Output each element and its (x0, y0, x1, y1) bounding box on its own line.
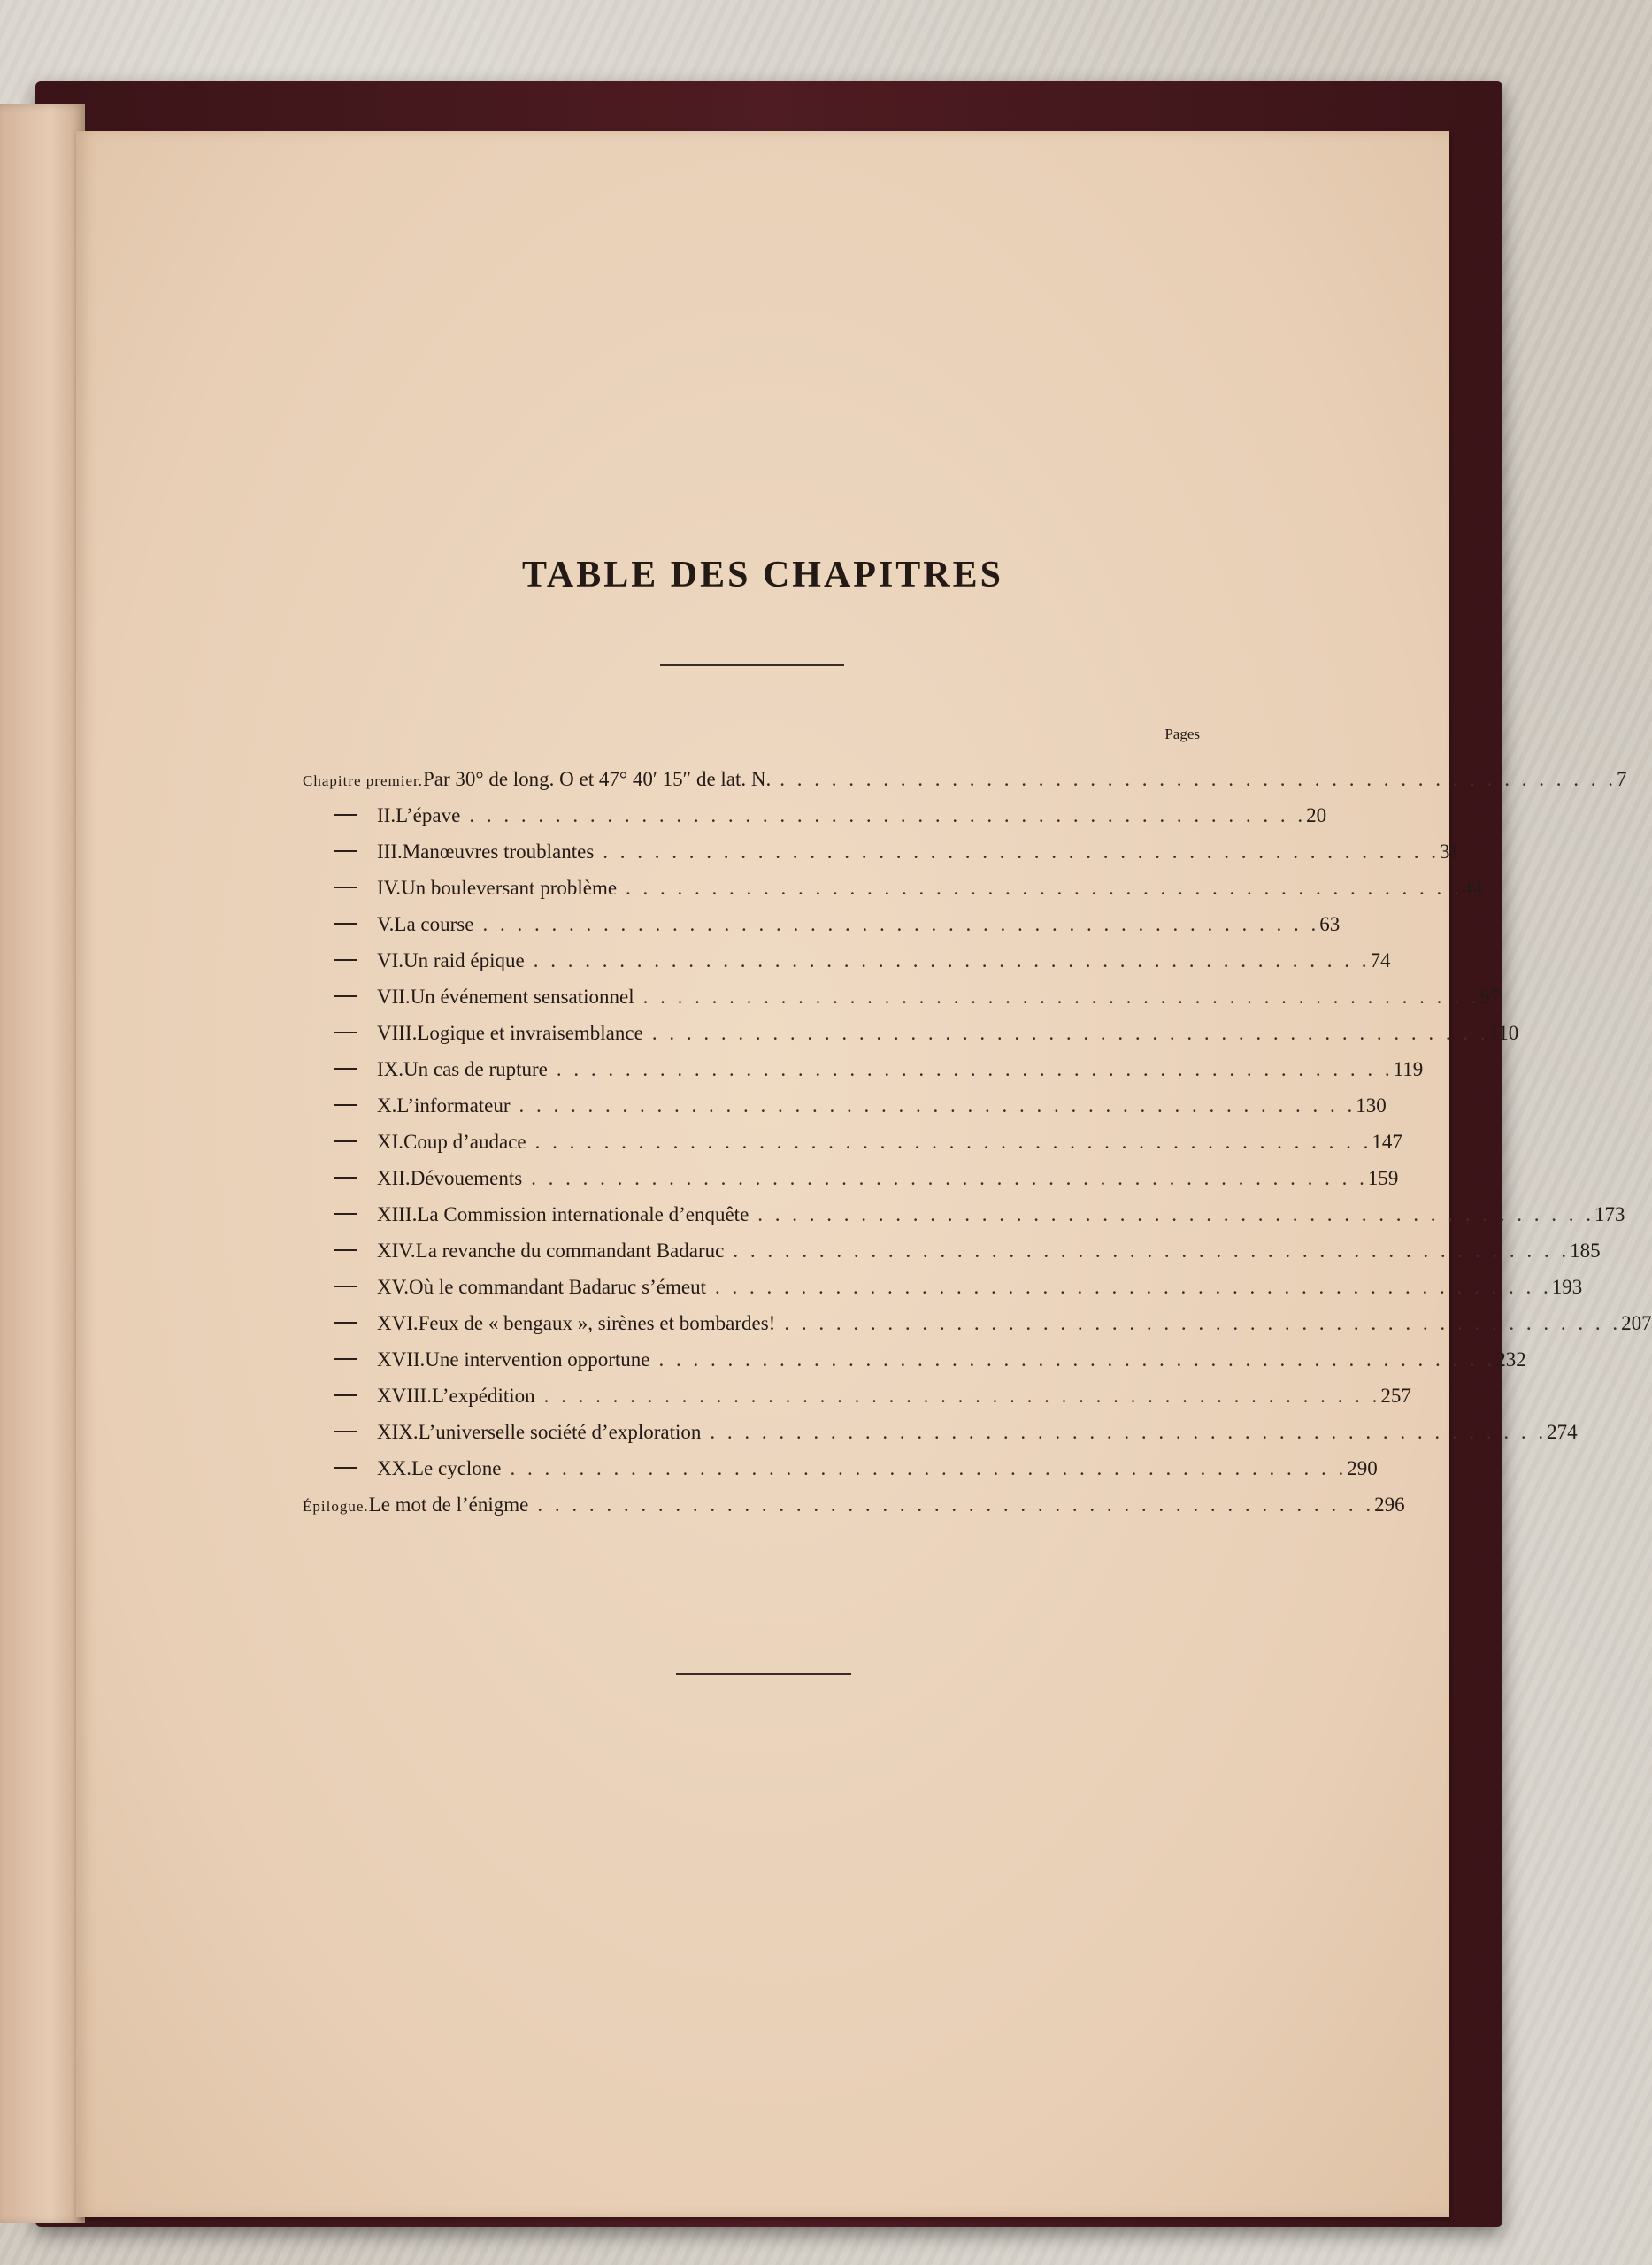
chapter-number: XII. (377, 1167, 411, 1189)
ditto-dash (334, 1032, 357, 1033)
chapter-title: Par 30° de long. O et 47° 40′ 15″ de lat. N. (422, 768, 772, 790)
chapter-title: Un événement sensationnel (410, 986, 634, 1008)
left-page-edge (0, 104, 85, 2223)
chapter-number: XI. (377, 1131, 404, 1153)
leader-dots: . . . . . . . . . . . . . . . . . . . . . . . . . . . . . . . . . . . . . . . . . . . . . . . . . (733, 1240, 1571, 1262)
toc-row (303, 1348, 1526, 1385)
leader-dots: . . . . . . . . . . . . . . . . . . . . . . . . . . . . . . . . . . . . . . . . . . . . . . . . . (784, 1312, 1622, 1334)
chapter-number: V. (377, 913, 395, 935)
toc-row (303, 1094, 1387, 1131)
leader-dots: . . . . . . . . . . . . . . . . . . . . . . . . . . . . . . . . . . . . . . . . . . . . . . . . . (658, 1348, 1496, 1371)
toc-row (303, 1131, 1402, 1167)
chapter-number: VI. (377, 949, 404, 971)
toc-row (303, 949, 1391, 986)
closing-rule (676, 1673, 851, 1675)
chapter-page: 130 (1356, 1094, 1387, 1117)
ditto-dash (334, 1431, 357, 1432)
toc-row (303, 804, 1327, 841)
ditto-dash (334, 1140, 357, 1142)
chapter-number: X. (377, 1094, 397, 1117)
toc-row (303, 1240, 1601, 1276)
leader-dots: . . . . . . . . . . . . . . . . . . . . . . . . . . . . . . . . . . . . . . . . . . . . . . . . . (714, 1276, 1552, 1298)
ditto-dash (334, 850, 357, 852)
chapter-number: XIV. (377, 1240, 416, 1262)
leader-dots: . . . . . . . . . . . . . . . . . . . . . . . . . . . . . . . . . . . . . . . . . . . . . . . . . (469, 804, 1307, 826)
chapter-title: Un cas de rupture (403, 1058, 548, 1080)
toc-row (303, 986, 1501, 1022)
chapter-number: IX. (377, 1058, 404, 1080)
chapter-title: Manœuvres troublantes (402, 841, 595, 863)
ditto-dash (334, 1286, 357, 1287)
chapter-title: L’expédition (431, 1385, 535, 1407)
page-title: TABLE DES CHAPITRES (521, 555, 1004, 595)
leader-dots: . . . . . . . . . . . . . . . . . . . . . . . . . . . . . . . . . . . . . . . . . . . . . . . . . (543, 1385, 1381, 1407)
chapter-title: Le mot de l’énigme (368, 1493, 529, 1516)
toc-row (303, 1421, 1578, 1457)
ditto-dash (334, 887, 357, 888)
leader-dots: . . . . . . . . . . . . . . . . . . . . . . . . . . . . . . . . . . . . . . . . . . . . . . . . . (556, 1058, 1394, 1080)
toc-row (303, 1058, 1424, 1094)
toc-row (303, 1312, 1652, 1348)
ditto-dash (334, 1213, 357, 1215)
epilogue-label: Épilogue. (303, 1498, 369, 1515)
chapter-page: 119 (1393, 1058, 1424, 1080)
toc-row (303, 877, 1483, 913)
toc-row (303, 1022, 1519, 1058)
chapter-page: 185 (1570, 1240, 1601, 1262)
toc-row (303, 1167, 1399, 1203)
toc-row (303, 913, 1341, 949)
chapter-page: 207 (1621, 1312, 1652, 1334)
toc-row (303, 841, 1461, 877)
ditto-dash (334, 1177, 357, 1179)
chapter-title: Un bouleversant problème (401, 877, 618, 899)
chapter-page: 296 (1374, 1493, 1405, 1516)
chapter-title: Le cyclone (411, 1457, 502, 1479)
chapter-page: 110 (1488, 1022, 1519, 1044)
chapter-page: 7 (1617, 768, 1627, 790)
table-of-contents (303, 768, 1652, 1530)
ditto-dash (334, 1068, 357, 1070)
chapter-title: Un raid épique (403, 949, 525, 971)
toc-row (303, 768, 1627, 804)
chapter-page: 20 (1306, 804, 1327, 826)
ditto-dash (334, 995, 357, 997)
chapter-page: 159 (1367, 1167, 1399, 1189)
leader-dots: . . . . . . . . . . . . . . . . . . . . . . . . . . . . . . . . . . . . . . . . . . . . . . . . . (519, 1094, 1356, 1117)
leader-dots: . . . . . . . . . . . . . . . . . . . . . . . . . . . . . . . . . . . . . . . . . . . . . . . . . (710, 1421, 1548, 1443)
toc-row (303, 1385, 1411, 1421)
leader-dots: . . . . . . . . . . . . . . . . . . . . . . . . . . . . . . . . . . . . . . . . . . . . . . . . . (482, 913, 1320, 935)
chapter-number: VIII. (377, 1022, 418, 1044)
chapter-title: Feux de « bengaux », sirènes et bombardes! (418, 1312, 776, 1334)
chapter-title: La course (394, 913, 474, 935)
ditto-dash (334, 1394, 357, 1396)
toc-row (303, 1203, 1625, 1240)
chapter-page: 274 (1547, 1421, 1578, 1443)
ditto-dash (334, 1322, 357, 1324)
chapter-title: L’épave (396, 804, 461, 826)
book-page (76, 131, 1652, 2217)
chapter-number: XVI. (377, 1312, 419, 1334)
leader-dots: . . . . . . . . . . . . . . . . . . . . . . . . . . . . . . . . . . . . . . . . . . . . . . . . . (626, 877, 1463, 899)
chapter-page: 44 (1462, 877, 1483, 899)
chapter-title: La revanche du commandant Badaruc (415, 1240, 725, 1262)
leader-dots: . . . . . . . . . . . . . . . . . . . . . . . . . . . . . . . . . . . . . . . . . . . . . . . . . (533, 949, 1371, 971)
chapter-number: XV. (377, 1276, 410, 1298)
chapter-page: 63 (1319, 913, 1341, 935)
chapter-page: 31 (1440, 841, 1461, 863)
chapter-page: 193 (1551, 1276, 1583, 1298)
chapter-number: XVII. (377, 1348, 426, 1371)
chapter-title: Logique et invraisemblance (417, 1022, 643, 1044)
chapter-number: VII. (377, 986, 411, 1008)
chapter-page: 97 (1479, 986, 1501, 1008)
chapter-title: La Commission internationale d’enquête (417, 1203, 749, 1225)
ditto-dash (334, 1467, 357, 1469)
leader-dots: . . . . . . . . . . . . . . . . . . . . . . . . . . . . . . . . . . . . . . . . . . . . . . . . . (534, 1131, 1372, 1153)
chapter-page: 232 (1495, 1348, 1526, 1371)
toc-row (303, 1276, 1583, 1312)
chapter-number: III. (377, 841, 403, 863)
chapter-page: 173 (1594, 1203, 1625, 1225)
leader-dots: . . . . . . . . . . . . . . . . . . . . . . . . . . . . . . . . . . . . . . . . . . . . . . . . . (603, 841, 1441, 863)
ditto-dash (334, 1358, 357, 1360)
chapter-page: 290 (1347, 1457, 1378, 1479)
ditto-dash (334, 814, 357, 816)
toc-row (303, 1493, 1405, 1530)
chapter-number: XIII. (377, 1203, 418, 1225)
leader-dots: . . . . . . . . . . . . . . . . . . . . . . . . . . . . . . . . . . . . . . . . . . . . . . . . . (510, 1457, 1348, 1479)
leader-dots: . . . . . . . . . . . . . . . . . . . . . . . . . . . . . . . . . . . . . . . . . . . . . . . . . (531, 1167, 1368, 1189)
chapter-page: 257 (1380, 1385, 1411, 1407)
chapter-number: IV. (377, 877, 402, 899)
chapter-title: L’informateur (396, 1094, 511, 1117)
chapter-number: XVIII. (377, 1385, 432, 1407)
toc-row (303, 1457, 1378, 1493)
leader-dots: . . . . . . . . . . . . . . . . . . . . . . . . . . . . . . . . . . . . . . . . . . . . . . . . . (757, 1203, 1595, 1225)
ditto-dash (334, 923, 357, 925)
chapter-title: Coup d’audace (403, 1131, 526, 1153)
chapter-title: Une intervention opportune (425, 1348, 650, 1371)
chapter-label: Chapitre premier. (303, 772, 423, 789)
chapter-title: Où le commandant Badaruc s’émeut (409, 1276, 706, 1298)
chapter-number: XX. (377, 1457, 411, 1479)
title-rule (660, 664, 844, 666)
ditto-dash (334, 1104, 357, 1106)
chapter-number: II. (377, 804, 396, 826)
leader-dots: . . . . . . . . . . . . . . . . . . . . . . . . . . . . . . . . . . . . . . . . . . . . . . . . . (642, 986, 1480, 1008)
ditto-dash (334, 959, 357, 961)
ditto-dash (334, 1249, 357, 1251)
pages-column-header: Pages (1164, 726, 1200, 742)
chapter-page: 74 (1370, 949, 1391, 971)
leader-dots: . . . . . . . . . . . . . . . . . . . . . . . . . . . . . . . . . . . . . . . . . . . . . . . . . (780, 768, 1617, 790)
chapter-title: L’universelle société d’exploration (418, 1421, 702, 1443)
leader-dots: . . . . . . . . . . . . . . . . . . . . . . . . . . . . . . . . . . . . . . . . . . . . . . . . . (537, 1493, 1375, 1516)
leader-dots: . . . . . . . . . . . . . . . . . . . . . . . . . . . . . . . . . . . . . . . . . . . . . . . . . (651, 1022, 1489, 1044)
chapter-number: XIX. (377, 1421, 419, 1443)
chapter-title: Dévouements (410, 1167, 523, 1189)
chapter-page: 147 (1372, 1131, 1402, 1153)
